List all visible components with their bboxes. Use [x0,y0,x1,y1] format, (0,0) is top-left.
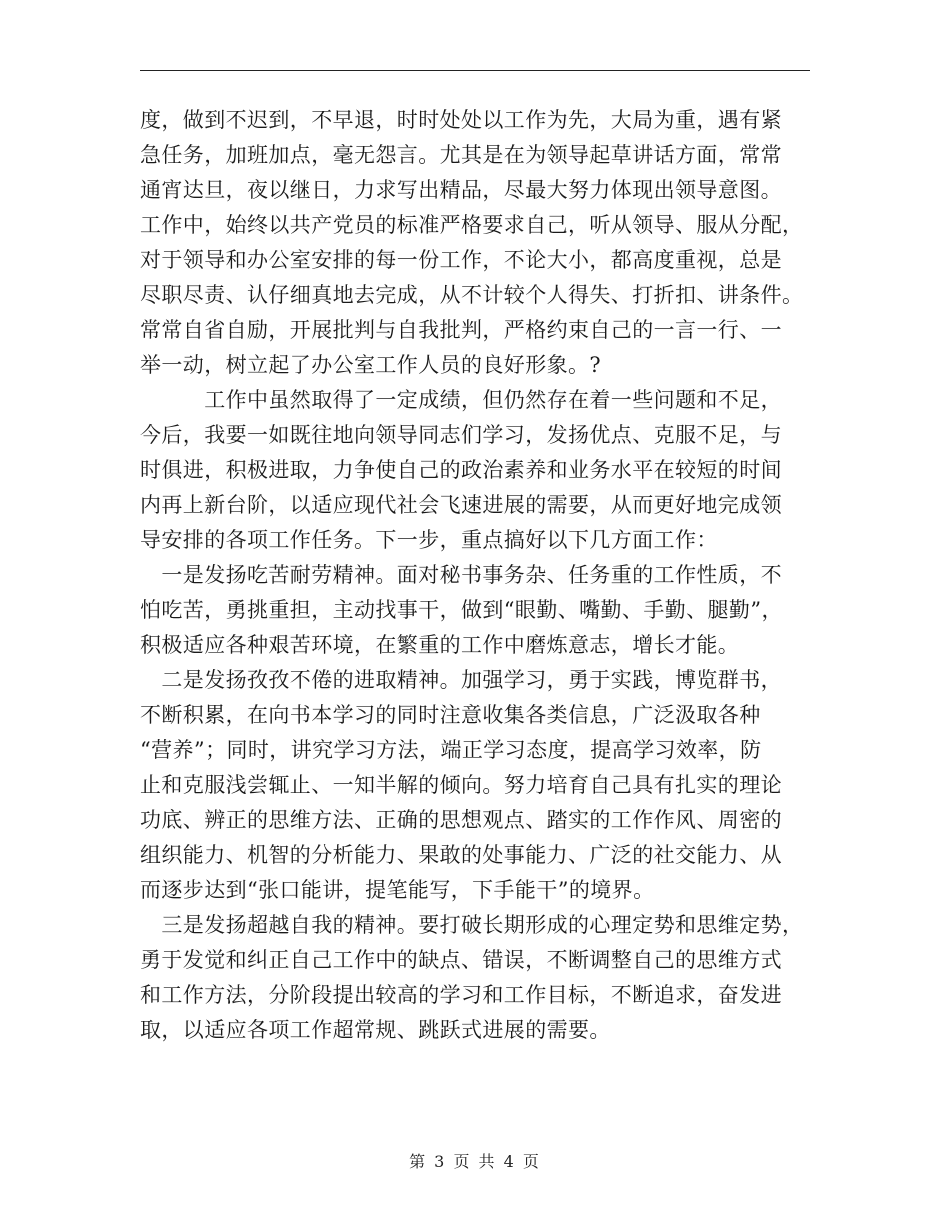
text-line: 而逐步达到“张口能讲，提笔能写，下手能干”的境界。 [140,878,655,902]
text-line: 尽职尽责、认仔细真地去完成，从不计较个人得失、打折扣、讲条件。 [140,283,804,307]
text-line: 不断积累，在向书本学习的同时注意收集各类信息，广泛汲取各种 [140,703,761,727]
text-line: 功底、辨正的思维方法、正确的思想观点、踏实的工作作风、周密的 [140,808,782,832]
text-line: 导安排的各项工作任务。下一步，重点搞好以下几方面工作： [140,528,718,552]
text-line: “营养”；同时，讲究学习方法，端正学习态度，提高学习效率，防 [140,738,762,762]
text-line: 组织能力、机智的分析能力、果敢的处事能力、广泛的社交能力、从 [140,843,782,867]
text-line: 二是发扬孜孜不倦的进取精神。加强学习，勇于实践，博览群书， [140,668,782,692]
text-line: 三是发扬超越自我的精神。要打破长期形成的心理定势和思维定势， [140,913,804,937]
document-body [140,103,820,1048]
text-line: 工作中，始终以共产党员的标准严格要求自己，听从领导、服从分配， [140,213,804,237]
text-line: 度，做到不迟到，不早退，时时处处以工作为先，大局为重，遇有紧 [140,108,782,132]
text-line: 和工作方法，分阶段提出较高的学习和工作目标，不断追求，奋发进 [140,983,782,1007]
text-line: 内再上新台阶，以适应现代社会飞速进展的需要，从而更好地完成领 [140,493,782,517]
text-line: 急任务，加班加点，毫无怨言。尤其是在为领导起草讲话方面，常常 [140,143,782,167]
text-line: 取，以适应各项工作超常规、跳跃式进展的需要。 [140,1018,611,1042]
text-line: 一是发扬吃苦耐劳精神。面对秘书事务杂、任务重的工作性质，不 [140,563,782,587]
text-line: 今后，我要一如既往地向领导同志们学习，发扬优点、克服不足，与 [140,423,782,447]
text-line: 怕吃苦，勇挑重担，主动找事干，做到“眼勤、嘴勤、手勤、腿勤”， [140,598,783,622]
text-line: 举一动，树立起了办公室工作人员的良好形象。? [140,353,602,377]
text-line: 对于领导和办公室安排的每一份工作，不论大小，都高度重视，总是 [140,248,782,272]
text-line: 常常自省自励，开展批判与自我批判，严格约束自己的一言一行、一 [140,318,782,342]
text-line: 通宵达旦，夜以继日，力求写出精品，尽最大努力体现出领导意图。 [140,178,782,202]
text-line: 积极适应各种艰苦环境，在繁重的工作中磨炼意志，增长才能。 [140,633,740,657]
text-line: 勇于发觉和纠正自己工作中的缺点、错误，不断调整自己的思维方式 [140,948,782,972]
text-line: 止和克服浅尝辄止、一知半解的倾向。努力培育自己具有扎实的理论 [140,773,782,797]
text-line: 时俱进，积极进取，力争使自己的政治素养和业务水平在较短的时间 [140,458,782,482]
header-rule [140,70,810,71]
page-number-footer: 第 3 页 共 4 页 [409,1152,541,1171]
text-line: 工作中虽然取得了一定成绩，但仍然存在着一些问题和不足， [140,388,782,412]
